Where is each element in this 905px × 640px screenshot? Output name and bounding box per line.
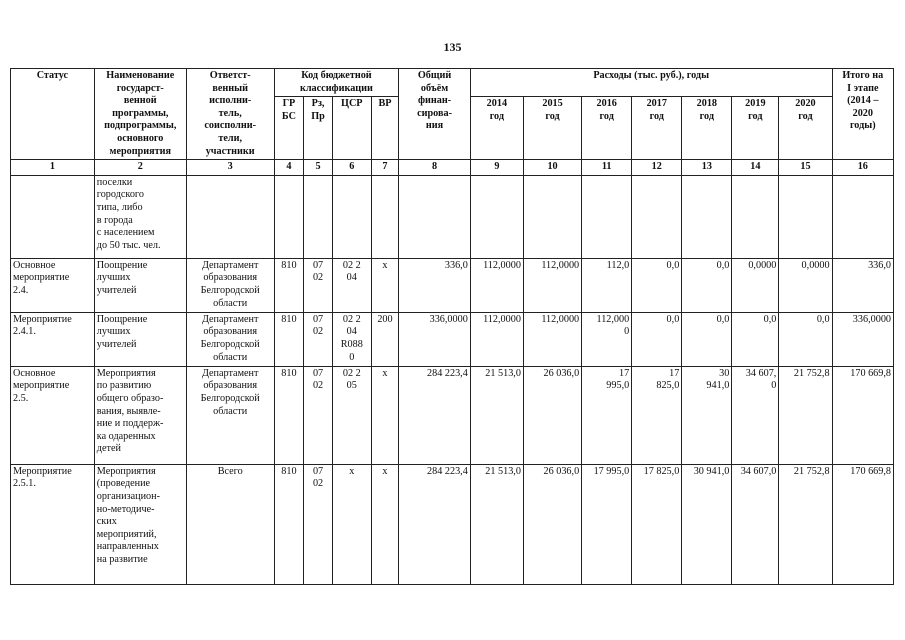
- column-number: 4: [274, 160, 304, 176]
- cell-2017: 17 825,0: [632, 366, 682, 464]
- cell-rzpr: 07 02: [304, 464, 333, 584]
- cell-grbs: [274, 175, 304, 258]
- budget-table: [10, 68, 894, 585]
- cell-2015: 112,0000: [523, 312, 581, 366]
- column-number: 14: [732, 160, 779, 176]
- column-number: 16: [832, 160, 893, 176]
- column-number: 8: [399, 160, 471, 176]
- column-number: 9: [470, 160, 523, 176]
- cell-total: [399, 175, 471, 258]
- cell-2020: 21 752,8: [779, 464, 832, 584]
- cell-2020: 0,0000: [779, 258, 832, 312]
- cell-2018: 30 941,0: [682, 366, 732, 464]
- header-expenses: Расходы (тыс. руб.), годы: [470, 69, 832, 97]
- header-name: Наименование государст- венной программы, подпрограммы, основного мероприятия: [94, 69, 186, 160]
- cell-2014: 21 513,0: [470, 464, 523, 584]
- cell-executor: [186, 175, 274, 258]
- cell-grbs: 810: [274, 464, 304, 584]
- cell-2015: 112,0000: [523, 258, 581, 312]
- header-status: Статус: [11, 69, 95, 160]
- cell-csr: 02 2 05: [332, 366, 371, 464]
- cell-csr: [332, 175, 371, 258]
- column-number: 6: [332, 160, 371, 176]
- column-number: 15: [779, 160, 832, 176]
- cell-grbs: 810: [274, 258, 304, 312]
- cell-2017: 17 825,0: [632, 464, 682, 584]
- cell-2020: 21 752,8: [779, 366, 832, 464]
- cell-name: Поощрение лучших учителей: [94, 258, 186, 312]
- cell-2019: 34 607,0: [732, 464, 779, 584]
- cell-total: 284 223,4: [399, 464, 471, 584]
- cell-total: 284 223,4: [399, 366, 471, 464]
- header-budget-code: Код бюджетной классификации: [274, 69, 399, 97]
- cell-2017: 0,0: [632, 312, 682, 366]
- cell-executor: Департамент образования Белгородской области: [186, 366, 274, 464]
- cell-2019: 0,0000: [732, 258, 779, 312]
- header-grbs: ГР БС: [274, 97, 304, 160]
- cell-stage-total: [832, 175, 893, 258]
- cell-stage-total: 336,0: [832, 258, 893, 312]
- cell-name: поселки городского типа, либо в города с населением до 50 тыс. чел.: [94, 175, 186, 258]
- column-number-row: [11, 160, 894, 176]
- table-row: [11, 258, 894, 312]
- cell-status: Основное мероприятие 2.4.: [11, 258, 95, 312]
- cell-2016: 17 995,0: [582, 366, 632, 464]
- cell-status: Основное мероприятие 2.5.: [11, 366, 95, 464]
- page-number: 135: [443, 40, 462, 54]
- cell-2017: [632, 175, 682, 258]
- header-year-2016: 2016 год: [582, 97, 632, 160]
- cell-name: Мероприятия (проведение организацион- но-методиче- ских мероприятий, направленных на развитие: [94, 464, 186, 584]
- column-number: 13: [682, 160, 732, 176]
- cell-csr: 02 2 04 R088 0: [332, 312, 371, 366]
- cell-vr: х: [371, 366, 399, 464]
- cell-name: Мероприятия по развитию общего образо- вания, выявле- ние и поддерж- ка одаренных детей: [94, 366, 186, 464]
- cell-csr: х: [332, 464, 371, 584]
- cell-2019: 34 607, 0: [732, 366, 779, 464]
- cell-rzpr: 07 02: [304, 258, 333, 312]
- column-number: 7: [371, 160, 399, 176]
- cell-2015: [523, 175, 581, 258]
- header-total-volume: Общий объём финан- сирова- ния: [399, 69, 471, 160]
- cell-executor: Департамент образования Белгородской области: [186, 312, 274, 366]
- cell-rzpr: [304, 175, 333, 258]
- cell-status: Мероприятие 2.4.1.: [11, 312, 95, 366]
- column-number: 5: [304, 160, 333, 176]
- header-year-2018: 2018 год: [682, 97, 732, 160]
- table-row: [11, 366, 894, 464]
- column-number: 10: [523, 160, 581, 176]
- cell-csr: 02 2 04: [332, 258, 371, 312]
- table-row: [11, 175, 894, 258]
- header-vr: ВР: [371, 97, 399, 160]
- cell-2016: 112,0: [582, 258, 632, 312]
- cell-vr: х: [371, 464, 399, 584]
- cell-2018: 30 941,0: [682, 464, 732, 584]
- cell-executor: Всего: [186, 464, 274, 584]
- header-stage-total: Итого на I этапе (2014 – 2020 годы): [832, 69, 893, 160]
- cell-2014: 112,0000: [470, 258, 523, 312]
- header-executor: Ответст- венный исполни- тель, соисполни- тели, участники: [186, 69, 274, 160]
- cell-2019: [732, 175, 779, 258]
- cell-vr: х: [371, 258, 399, 312]
- cell-name: Поощрение лучших учителей: [94, 312, 186, 366]
- column-number: 12: [632, 160, 682, 176]
- cell-2016: 17 995,0: [582, 464, 632, 584]
- header-year-2017: 2017 год: [632, 97, 682, 160]
- cell-status: Мероприятие 2.5.1.: [11, 464, 95, 584]
- column-number: 2: [94, 160, 186, 176]
- cell-2016: [582, 175, 632, 258]
- cell-rzpr: 07 02: [304, 366, 333, 464]
- cell-2018: 0,0: [682, 312, 732, 366]
- cell-stage-total: 336,0000: [832, 312, 893, 366]
- cell-2019: 0,0: [732, 312, 779, 366]
- cell-grbs: 810: [274, 366, 304, 464]
- column-number: 11: [582, 160, 632, 176]
- column-number: 3: [186, 160, 274, 176]
- cell-2018: 0,0: [682, 258, 732, 312]
- cell-vr: 200: [371, 312, 399, 366]
- cell-2018: [682, 175, 732, 258]
- cell-stage-total: 170 669,8: [832, 366, 893, 464]
- table-row: [11, 312, 894, 366]
- cell-2016: 112,000 0: [582, 312, 632, 366]
- cell-2020: [779, 175, 832, 258]
- cell-total: 336,0000: [399, 312, 471, 366]
- cell-2020: 0,0: [779, 312, 832, 366]
- cell-stage-total: 170 669,8: [832, 464, 893, 584]
- cell-2014: [470, 175, 523, 258]
- column-number: 1: [11, 160, 95, 176]
- cell-executor: Департамент образования Белгородской области: [186, 258, 274, 312]
- header-year-2020: 2020 год: [779, 97, 832, 160]
- cell-total: 336,0: [399, 258, 471, 312]
- cell-2014: 112,0000: [470, 312, 523, 366]
- header-rzpr: Рз, Пр: [304, 97, 333, 160]
- header-row-1: [11, 69, 894, 97]
- cell-2015: 26 036,0: [523, 366, 581, 464]
- header-year-2019: 2019 год: [732, 97, 779, 160]
- cell-2014: 21 513,0: [470, 366, 523, 464]
- header-year-2015: 2015 год: [523, 97, 581, 160]
- table-row: [11, 464, 894, 584]
- cell-grbs: 810: [274, 312, 304, 366]
- header-csr: ЦСР: [332, 97, 371, 160]
- cell-vr: [371, 175, 399, 258]
- header-year-2014: 2014 год: [470, 97, 523, 160]
- cell-status: [11, 175, 95, 258]
- cell-2017: 0,0: [632, 258, 682, 312]
- cell-2015: 26 036,0: [523, 464, 581, 584]
- cell-rzpr: 07 02: [304, 312, 333, 366]
